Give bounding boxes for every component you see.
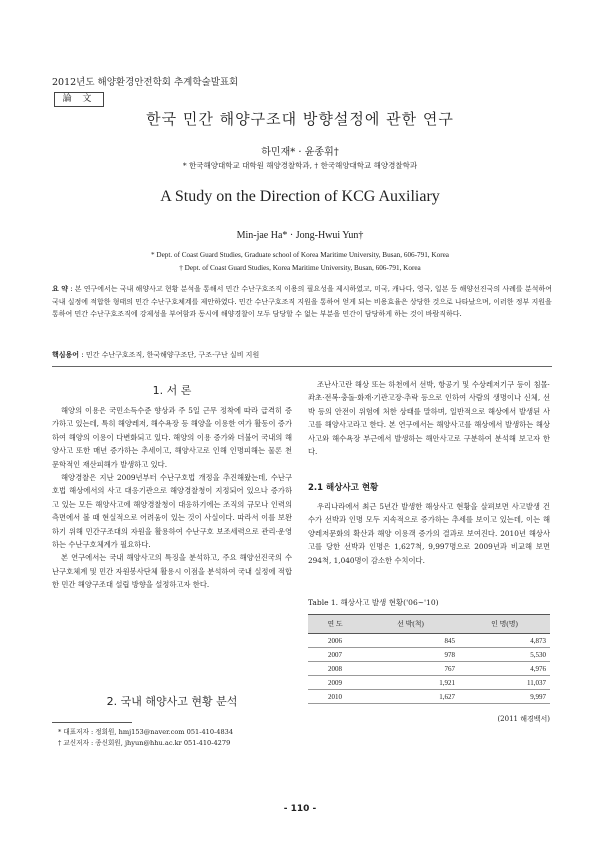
abstract-label: 요 약 (52, 285, 68, 293)
table-cell: 978 (362, 648, 459, 662)
table-cell: 9,997 (459, 690, 550, 704)
table-cell: 4,873 (459, 634, 550, 648)
affiliation-korean: * 한국해양대학교 대학원 해양경찰학과, † 한국해양대학교 해양경찰학과 (182, 161, 418, 170)
table-cell: 2009 (308, 676, 362, 690)
footnote-2: † 교신저자 : 종신회원, jhyun@hhu.ac.kr 051-410-4279 (58, 739, 231, 747)
table-header: 선 박(척) (362, 615, 459, 634)
title-korean: 한국 민간 해양구조대 방향설정에 관한 연구 (146, 110, 454, 128)
authors-korean: 하민재* · 윤종휘† (261, 147, 339, 158)
footnote-1: * 대표저자 : 정회원, hmj153@naver.com 051-410-4834 (58, 728, 234, 736)
table-caption: Table 1. 해상사고 발생 현황('06~'10) (308, 598, 439, 607)
table-cell: 2010 (308, 690, 362, 704)
abstract (52, 283, 552, 321)
table-row (308, 648, 550, 662)
table-source: (2011 해경백서) (497, 715, 550, 723)
subsection-heading: 2.1 해상사고 현황 (308, 483, 379, 493)
table-cell: 1,921 (362, 676, 459, 690)
left-column-body (52, 404, 292, 592)
table-cell: 1,627 (362, 690, 459, 704)
keywords (52, 350, 552, 360)
paper-type-tag: 論 文 (54, 92, 104, 107)
abstract-text: : 본 연구에서는 국내 해양사고 현황 분석을 통해서 민간 수난구호조직 이용의 필요성을 제시하였고, 미국, 캐나다, 영국, 일본 등 해양선진국의 사례를 분석하여 국내 실정에 적합한 형태의 민간 수난구호체계를 제안하였다. 민간 수난구호조직 지원을 통하여 얻게 되는 비용효율은 상당한 것으로 나타났으며, 이러한 정부 지원을 통하여 민간 수난구호조직에 강제성을 부여함과 동시에 해양경찰이 모두 담당할 수 없는 부분을 민간이 담당하게 하는 것이 바람직하다. (52, 285, 552, 318)
table-cell: 5,530 (459, 648, 550, 662)
paragraph: 우리나라에서 최근 5년간 발생한 해상사고 현황을 살펴보면 사고발생 건수가 선박과 인명 모두 지속적으로 증가하는 추세를 보이고 있는데, 이는 해양레저문화의 확산과 해양 이용객 증가의 결과로 보여진다. 2010년 해상사고를 당한 선박과 인명은 1,627척, 9,997명으로 2009년과 비교해 보면 294척, 1,040명이 감소한 수치이다. (308, 502, 550, 565)
right-column-body (308, 500, 550, 567)
paragraph: 해양의 이용은 국민소득수준 향상과 주 5일 근무 정착에 따라 급격히 증가하고 있는데, 특히 해양레저, 해수욕장 등 해양을 이용한 여가 활동이 증가하여 해양의 이용이 다변화되고 있다. 해양의 이용 증가와 더불어 국내의 해양사고 또한 매년 증가하는 추세이고, 해양사고로 인해 인명피해는 물론 천문학적인 재산피해가 발생하고 있다. (52, 406, 292, 469)
right-column-intro (308, 378, 550, 458)
table-row (308, 634, 550, 648)
keywords-text: : 민간 수난구호조직, 한국해양구조단, 구조·구난 실비 지원 (81, 351, 260, 359)
section-heading-introduction: 1. 서 론 (152, 384, 192, 397)
paragraph: 해양경찰은 지난 2009년부터 수난구호법 개정을 추진해왔는데, 수난구호법 해상에서의 사고 대응기관으로 해양경찰청이 지정되어 있으나 증가하고 있는 모든 해양사고에 해양경찰청이 대응하기에는 조직의 규모나 인력의 측면에서 볼 때 현실적으로 어려움이 있는 것이 사실이다. 따라서 이를 보완하기 위해 민간구조대의 자원을 활용하여 수난구호 보조세력으로 관리·운영하는 수난구호체계가 필요하다. (52, 473, 292, 550)
table-row (308, 690, 550, 704)
table-cell: 845 (362, 634, 459, 648)
paragraph: 조난사고란 해상 또는 하천에서 선박, 항공기 및 수상레저기구 등이 침몰·좌초·전복·충돌·화재·기관고장·추락 등으로 인하여 사람의 생명이나 신체, 선박 등의 안전이 위험에 처한 상태를 말하며, 일반적으로 해상에서 발생된 사고를 해양사고라고 한다. 본 연구에서는 해양사고를 해상에서 발생하는 해상사고와 해수욕장 부근에서 발생하는 해안사고로 구분하여 분석해 보고자 한다. (308, 380, 550, 457)
page-number: - 110 - (283, 804, 317, 814)
table-cell: 2006 (308, 634, 362, 648)
divider (52, 366, 552, 367)
conference-header: 2012년도 해양환경안전학회 추계학술발표회 (52, 77, 239, 88)
table-row (308, 676, 550, 690)
table-cell: 2007 (308, 648, 362, 662)
section-heading-accident-analysis: 2. 국내 해양사고 현황 분석 (106, 695, 238, 708)
table-header: 연 도 (308, 615, 362, 634)
paragraph: 본 연구에서는 국내 해양사고의 특징을 분석하고, 주요 해양선진국의 수난구호체계 및 민간 자원봉사단체 활용시 이점을 분석하여 국내 실정에 적합한 민간 해양구조대 설립 방향을 설정하고자 한다. (52, 553, 292, 590)
table-cell: 11,037 (459, 676, 550, 690)
table-row (308, 662, 550, 676)
table-cell: 767 (362, 662, 459, 676)
footnote-rule (52, 722, 132, 723)
table-cell: 2008 (308, 662, 362, 676)
keywords-label: 핵심용어 (52, 351, 80, 359)
title-english: A Study on the Direction of KCG Auxiliary (160, 188, 440, 205)
affiliation-english-2: † Dept. of Coast Guard Studies, Korea Maritime University, Busan, 606-791, Korea (179, 264, 421, 272)
affiliation-english-1: * Dept. of Coast Guard Studies, Graduate school of Korea Maritime University, Busan, 606-791, Korea (151, 251, 449, 259)
authors-english: Min-jae Ha* · Jong-Hwui Yun† (236, 230, 364, 241)
table-header-row (308, 615, 550, 634)
table-cell: 4,976 (459, 662, 550, 676)
accident-table (308, 614, 550, 704)
table-header: 인 명(명) (459, 615, 550, 634)
footnotes (58, 727, 292, 749)
